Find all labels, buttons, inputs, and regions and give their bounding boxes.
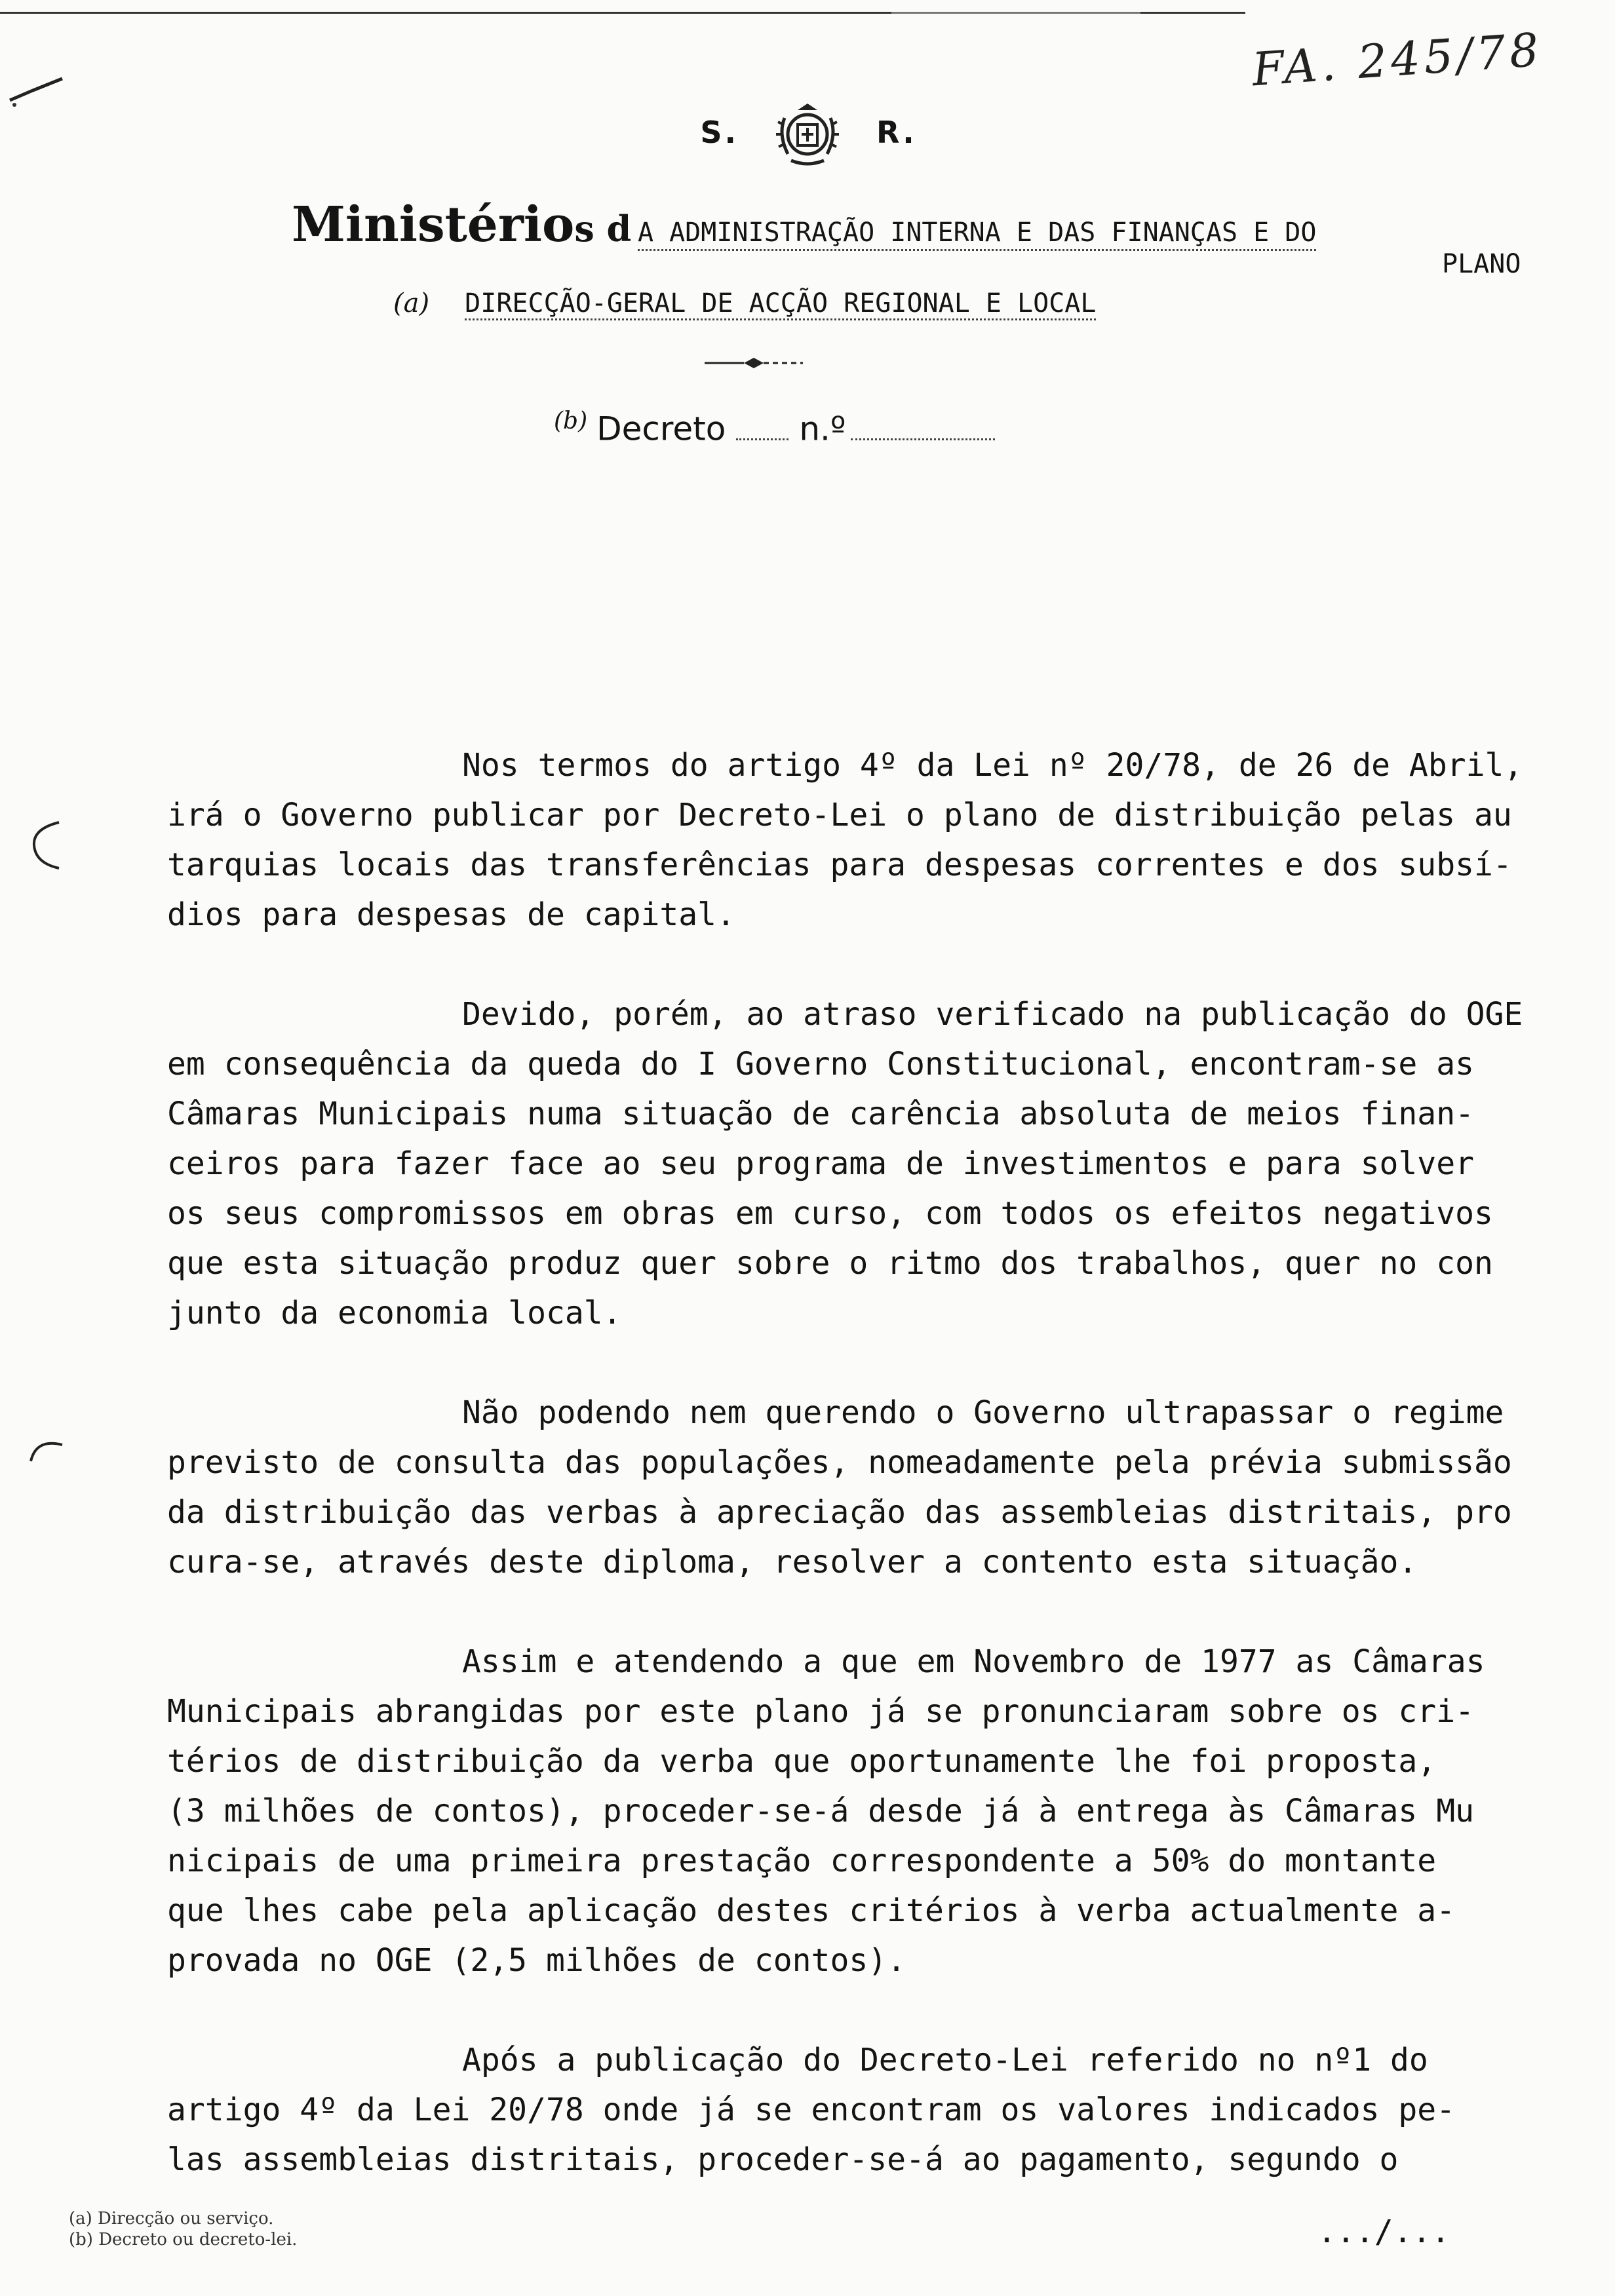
document-body	[167, 740, 1570, 2234]
coat-of-arms-icon	[771, 98, 844, 170]
paragraph	[167, 1637, 1570, 1985]
decree-line	[554, 408, 995, 448]
paragraph-text: Nos termos do artigo 4º da Lei nº 20/78, de 26 de Abril, irá o Governo publicar por Decreto-Lei o plano de distribuição pelas au tarquias locais das transferências para despesas correntes e dos subsí- dios para despesas de capital.	[167, 747, 1523, 933]
ministry-suffix: s d	[574, 208, 632, 250]
paragraph	[167, 1388, 1570, 1587]
paragraph-text: Assim e atendendo a que em Novembro de 1977 as Câmaras Municipais abrangidas por este plano já se pronunciaram sobre os cri- térios de distribuição da verba que oportunamente lhe foi proposta, (3 milhões de contos), proceder-se-á desde já à entrega às Câmaras Mu nicipais de uma primeira prestação correspondente a 50% do montante que lhes cabe pela aplicação destes critérios à verba actualmente a- provada no OGE (2,5 milhões de contos).	[167, 1643, 1485, 1979]
footnote: (a) Direcção ou serviço.	[69, 2209, 274, 2229]
decree-number-blank	[851, 438, 995, 440]
state-header	[0, 98, 1615, 170]
footnote: (b) Decreto ou decreto-lei.	[69, 2230, 298, 2249]
paragraph-text: Devido, porém, ao atraso verificado na publicação do OGE em consequência da queda do I Governo Constitucional, encontram-se as Câmaras Municipais numa situação de carência absoluta de meios finan- ceiros para fazer face ao seu programa de investimentos e para solver os seus compromissos em obras em curso, com todos os efeitos negativos que esta situação produz quer sobre o ritmo dos trabalhos, quer no con junto da economia local.	[167, 996, 1523, 1331]
page-continuation-mark: .../...	[1317, 2213, 1450, 2250]
paragraph-text: Após a publicação do Decreto-Lei referido no nº1 do artigo 4º da Lei 20/78 onde já se encontram os valores indicados pe- las assembleias distritais, proceder-se-á ao pagamento, segundo o	[167, 2042, 1456, 2178]
ministry-line	[292, 197, 1316, 253]
decree-blank	[736, 438, 788, 440]
decree-number-label: n.º	[799, 410, 846, 448]
directorate-name: DIRECÇÃO-GERAL DE ACÇÃO REGIONAL E LOCAL	[465, 288, 1096, 320]
top-rule-segment	[891, 12, 1140, 14]
paragraph-text: Não podendo nem querendo o Governo ultrapassar o regime previsto de consulta das populações, nomeadamente pela prévia submissão da distribuição das verbas à apreciação das assembleias distritais, pro cura-se, através deste diploma, resolver a contento esta situação.	[167, 1394, 1512, 1580]
state-letter-r: R.	[876, 114, 917, 150]
footnotes	[69, 2208, 297, 2250]
directorate-line	[393, 288, 1096, 318]
ministry-department-continuation: PLANO	[1442, 249, 1521, 279]
paragraph	[167, 2035, 1570, 2185]
paragraph	[167, 989, 1570, 1338]
margin-bracket-mark	[26, 816, 66, 875]
decree-marker: (b)	[554, 408, 588, 434]
divider-ornament	[705, 355, 803, 371]
directorate-marker: (a)	[393, 288, 430, 318]
state-letter-s: S.	[700, 114, 739, 150]
paragraph	[167, 740, 1570, 940]
ministry-prefix: Ministério	[292, 197, 575, 253]
margin-bracket-mark	[23, 1435, 69, 1487]
ministry-department: A ADMINISTRAÇÃO INTERNA E DAS FINANÇAS E DO	[638, 218, 1317, 251]
decree-label: Decreto	[596, 410, 726, 448]
handwritten-reference: FA. 245/78	[1250, 22, 1545, 97]
